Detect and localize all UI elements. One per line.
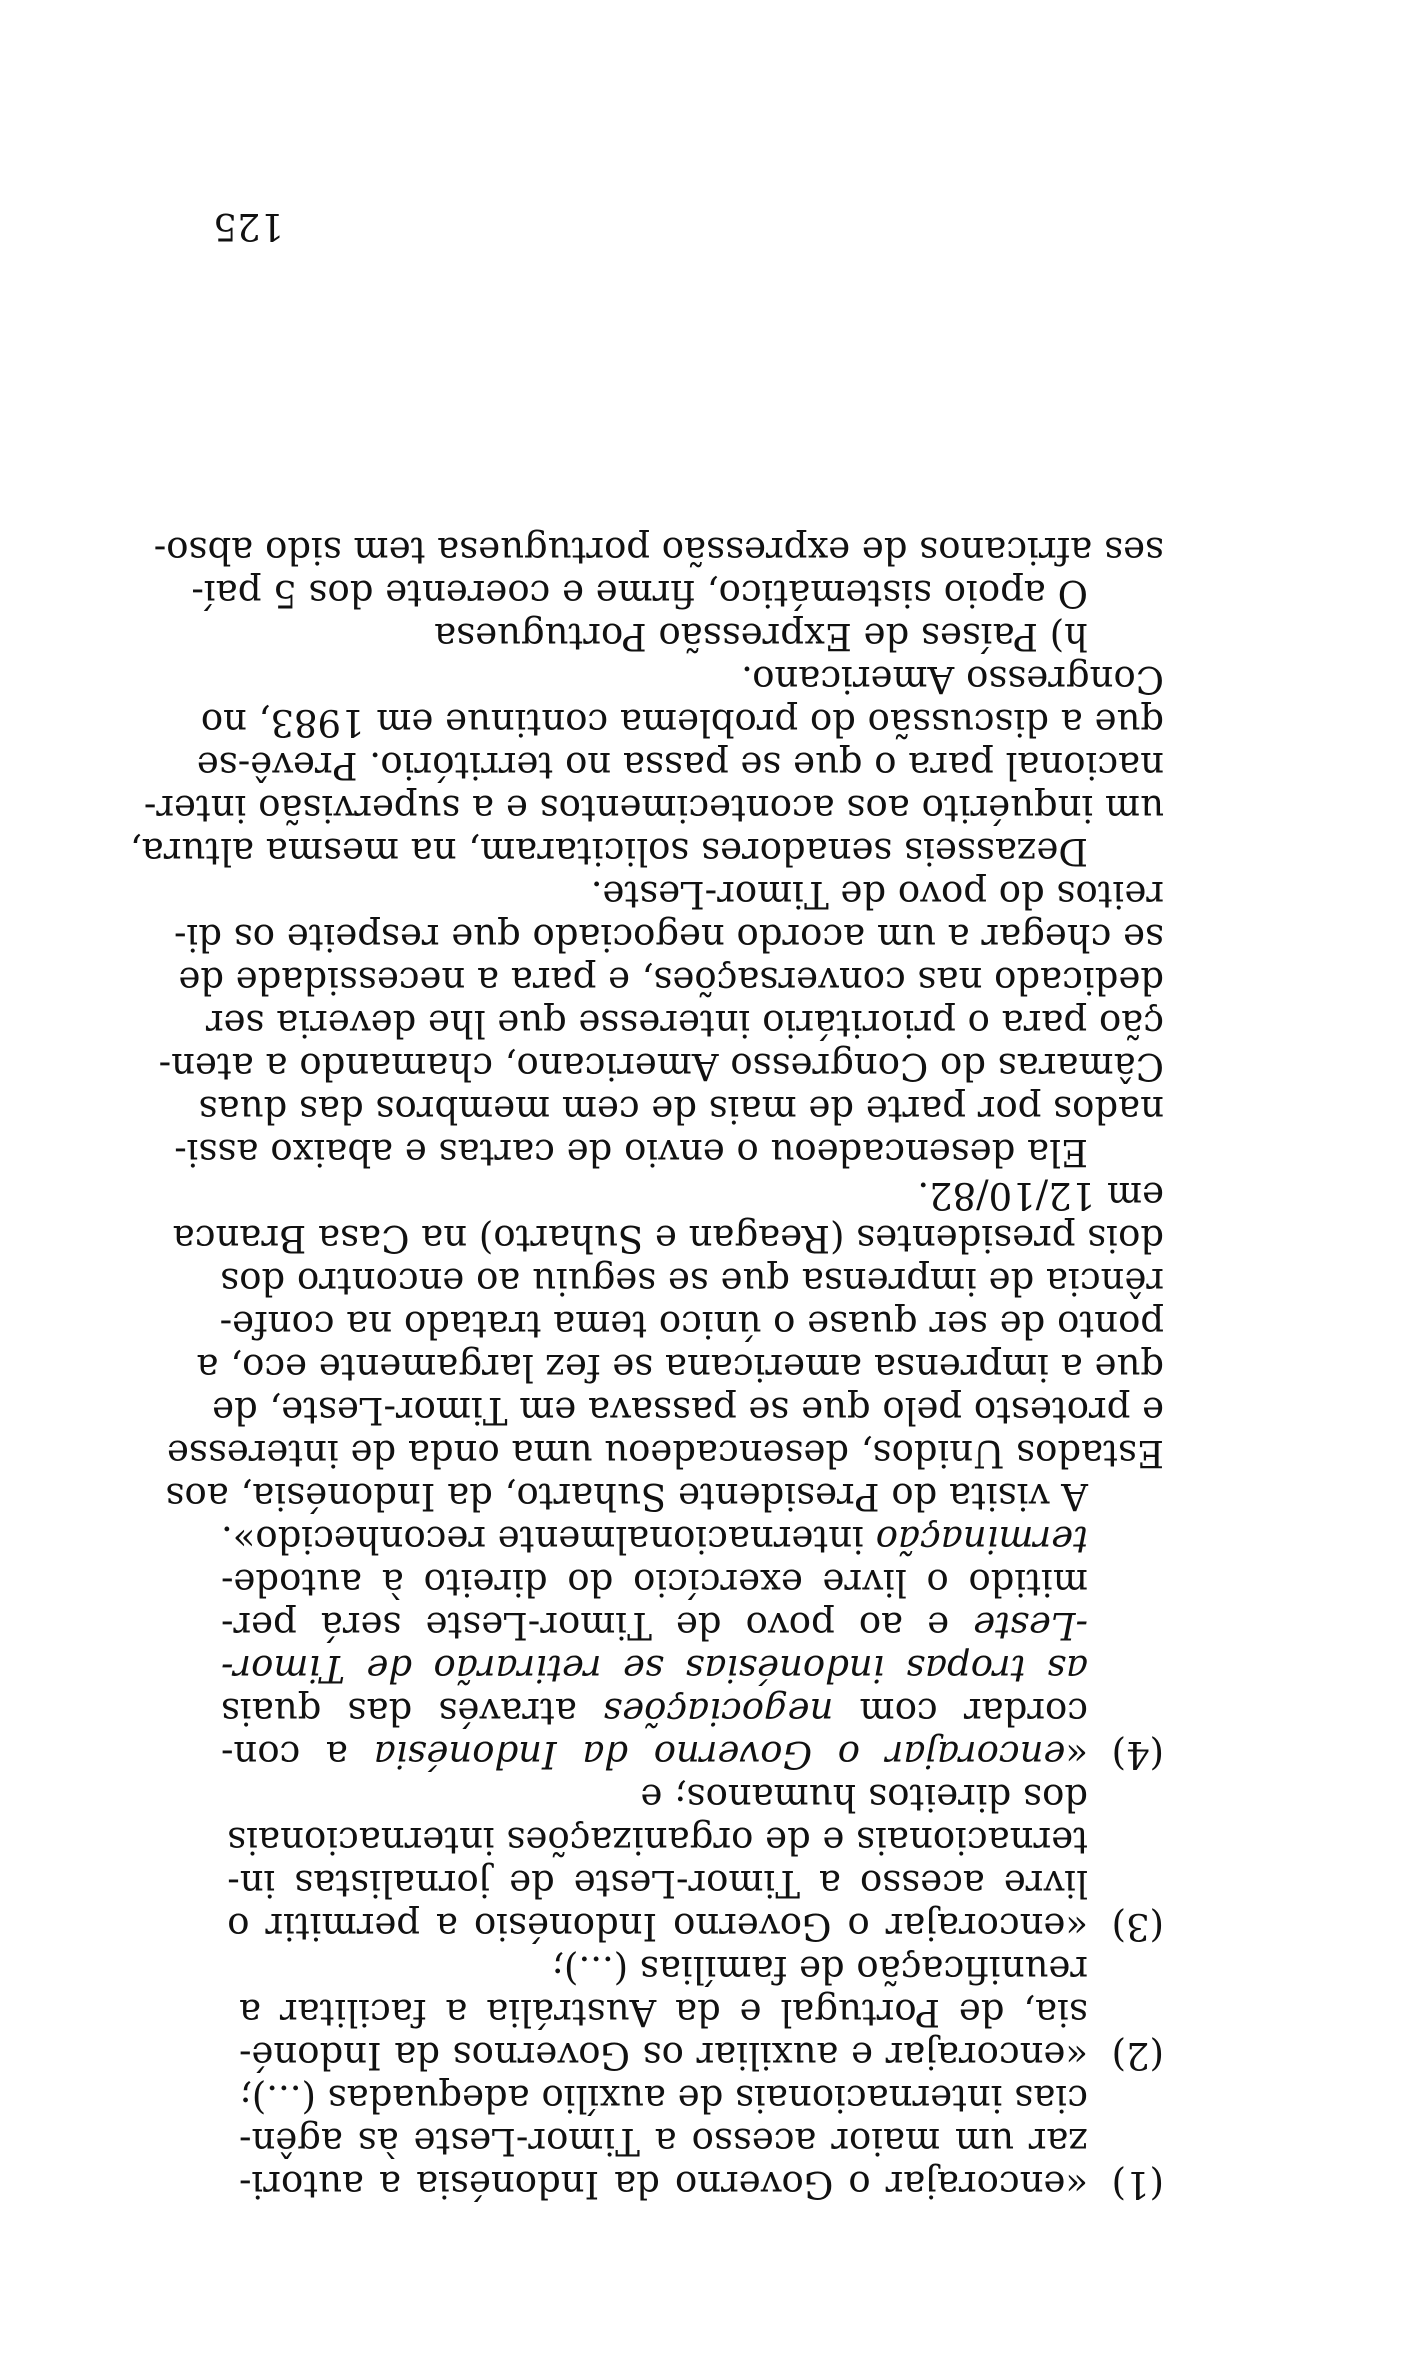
text-line: nados por parte de mais de cem membros das duas [198,1088,1164,1131]
text-line: reitos do povo de Timor-Leste. [590,873,1164,916]
list-item-number: (3) [1111,1905,1164,1948]
paragraph-african-countries [153,529,1164,615]
text-line: ponto de ser quase o único tema tratado na confe- [219,1303,1164,1346]
text-line: rência de imprensa que se seguiu ao encontro dos [220,1260,1164,1303]
paragraph-senators [129,658,1164,873]
text-line: que a imprensa americana se fez largamente eco, a [196,1346,1164,1389]
text-line: em 12/10/82. [917,1174,1164,1217]
text-line: Câmaras do Congresso Americano, chamando a aten- [158,1045,1164,1088]
text-line: um inquérito aos acontecimentos e a supervisão inter- [143,787,1164,830]
text-line: Congresso Americano. [741,658,1164,701]
list-item-text [239,1948,1088,2077]
text-run: e ao povo de Timor-Leste será per- [220,1604,974,1647]
text-body [129,529,1164,2206]
heading-text: h) Países de Expressão Portuguesa [434,615,1088,658]
text-run: internacionalmente reconhecido». [220,1518,876,1561]
page-number: 125 [213,205,284,248]
text-line: Dezasseis senadores solicitaram, na mesma altura, [129,830,1088,873]
text-line: ternacionais e de organizações internacionais [227,1819,1088,1862]
text-line: mitido o livre exercício do direito à autode- [220,1561,1088,1604]
italic-text-run: negociações [603,1690,834,1733]
text-line: nacional para o que se passa no território. Prevê-se [196,744,1164,787]
list-item-4 [220,1518,1164,1776]
text-line: O apoio sistemático, firme e coerente dos 5 paí- [191,572,1088,615]
text-line: sia, de Portugal e da Austrália a facilitar a [239,1991,1088,2034]
text-line: A visita do Presidente Suharto, da Indonésia, aos [165,1475,1088,1518]
paragraph-visit [165,1174,1164,1518]
text-line: «encorajar e auxiliar os Governos da Indoné- [239,2034,1088,2077]
text-run: através das quais [220,1690,604,1733]
list-item-number: (4) [1111,1733,1164,1776]
paragraph-letters [158,873,1164,1174]
text-run: « [1065,1733,1088,1776]
text-line [221,1518,1088,1561]
text-line: se chegar a um acordo negociado que respeite os di- [173,916,1164,959]
text-line: cias internacionais de auxílio adequadas (...); [239,2077,1088,2120]
list-item-number: (2) [1111,2034,1164,2077]
text-line: e protesto pelo que se passava em Timor-Leste, de [212,1389,1164,1432]
list-item-3 [227,1776,1164,1948]
list-item-text [227,1776,1088,1948]
text-line: que a discussão do problema continue em 1983, no [200,701,1164,744]
list-item-1 [239,2077,1164,2206]
text-line [221,1690,1088,1733]
text-line: dois presidentes (Reagan e Suharto) na Casa Branca [172,1217,1164,1260]
text-line [221,1733,1088,1776]
text-line: zar um maior acesso a Timor-Leste às agên- [239,2120,1088,2163]
text-run: a con- [220,1733,374,1776]
text-line: Ela desencadeou o envio de cartas e abaixo assi- [174,1131,1088,1174]
list-item-text [239,2077,1088,2206]
text-line: «encorajar o Governo Indonésio a permitir o [227,1905,1088,1948]
list-item-text [221,1518,1088,1776]
text-line: reunificação de famílias (...); [551,1948,1088,1991]
text-line: Estados Unidos, desencadeou uma onda de interesse [166,1432,1164,1475]
italic-text-run: encorajar o Governo da Indonésia [373,1733,1066,1776]
text-line [221,1604,1088,1647]
text-line: livre acesso a Timor-Leste de jornalistas in- [227,1862,1088,1905]
text-line: «encorajar o Governo da Indonésia a autori- [239,2163,1088,2206]
text-line: ses africanos de expressão portuguesa tem sido abso- [153,529,1164,572]
list-item-number: (1) [1111,2163,1164,2206]
text-line: ção para o prioritário interesse que lhe deveria ser [205,1002,1164,1045]
list-item-2 [239,1948,1164,2077]
text-line: as tropas indonésias se retirarão de Timor- [220,1647,1088,1690]
italic-text-run: -Leste [973,1604,1088,1647]
text-run: cordar com [833,1690,1088,1733]
section-heading [239,615,1164,658]
italic-text-run: terminação [875,1518,1088,1561]
text-line: dos direitos humanos; e [640,1776,1088,1819]
text-line: dedicado nas conversações, e para a necessidade de [178,959,1164,1002]
